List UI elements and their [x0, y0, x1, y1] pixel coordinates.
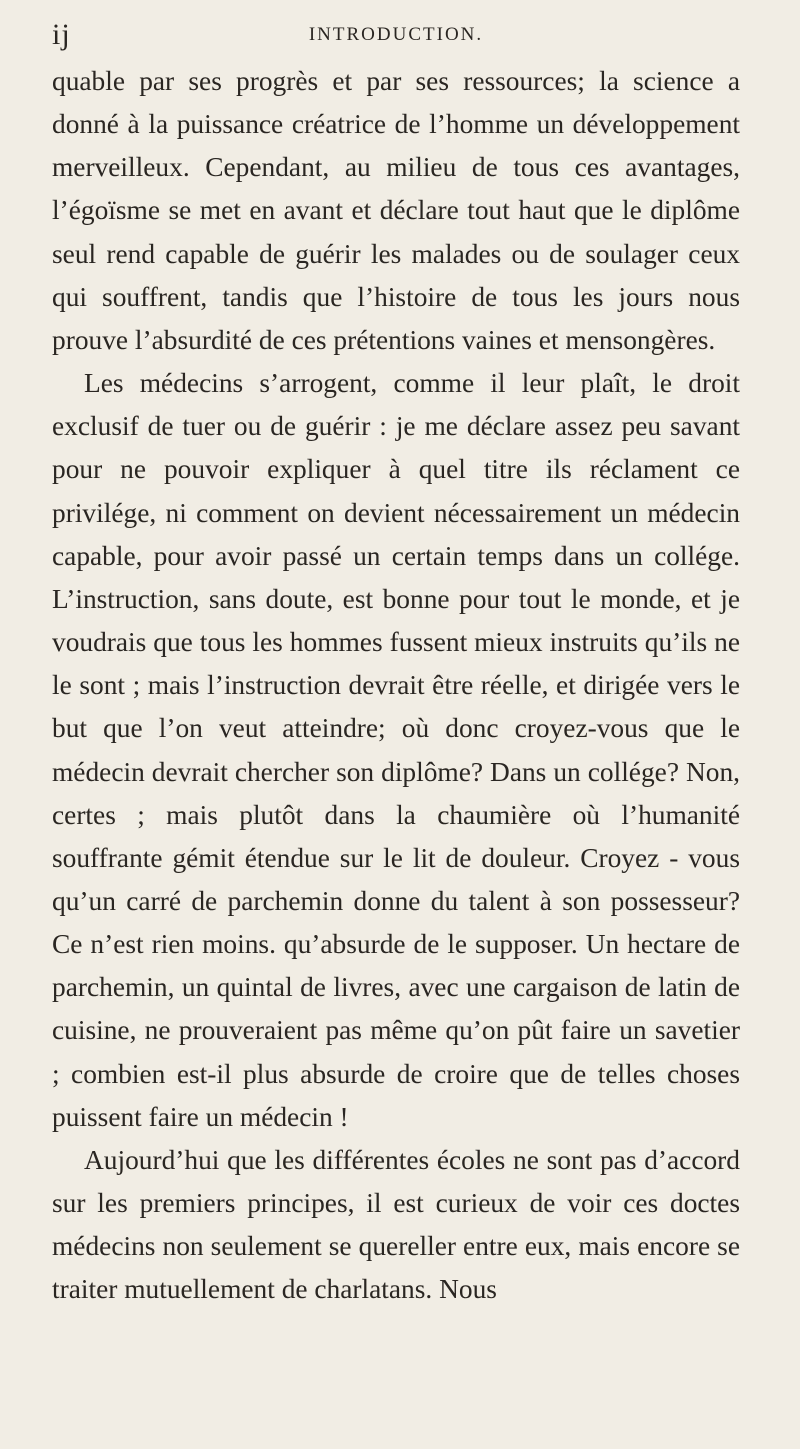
paragraph: Aujourd’hui que les différentes écoles ne sont pas d’accord sur les premiers principes, il est curieux de voir ces doctes médecins non seulement se quereller entre eux, mais encore se traiter mutuellement de charlatans. Nous — [52, 1144, 740, 1305]
body-text — [52, 60, 740, 1312]
page-number: ij — [52, 18, 71, 51]
paragraph-continuation: quable par ses progrès et par ses ressources; la science a donné à la puissance créatrice de l’homme un développement merveilleux. Cependant, au milieu de tous ces avantages, l’égoïsme se met en avant et déclare tout haut que le diplôme seul rend capable de guérir les malades ou de soulager ceux qui souffrent, tandis que l’histoire de tous les jours nous prouve l’absurdité de ces prétentions vaines et mensongères. — [52, 66, 740, 355]
running-title: INTRODUCTION. — [308, 24, 484, 45]
running-header — [52, 0, 740, 50]
paragraph: Les médecins s’arrogent, comme il leur plaît, le droit exclusif de tuer ou de guérir : je me déclare assez peu savant pour ne pouvoir expliquer à quel titre ils réclament ce privilége, ni comment on devient nécessairement un médecin capable, pour avoir passé un certain temps dans un collége. L’instruction, sans doute, est bonne pour tout le monde, et je voudrais que tous les hommes fussent mieux instruits qu’ils ne le sont ; mais l’instruction devrait être réelle, et dirigée vers le but que l’on veut atteindre; où donc croyez-vous que le médecin devrait chercher son diplôme? Dans un collége? Non, certes ; mais plutôt dans la chaumière où l’humanité souffrante gémit étendue sur le lit de douleur. Croyez - vous qu’un carré de parchemin donne du talent à son possesseur? Ce n’est rien moins. qu’absurde de le supposer. Un hectare de parchemin, un quintal de livres, avec une cargaison de latin de cuisine, ne prouveraient pas même qu’on pût faire un savetier ; combien est-il plus absurde de croire que de telles choses puissent faire un médecin ! — [52, 368, 740, 1132]
